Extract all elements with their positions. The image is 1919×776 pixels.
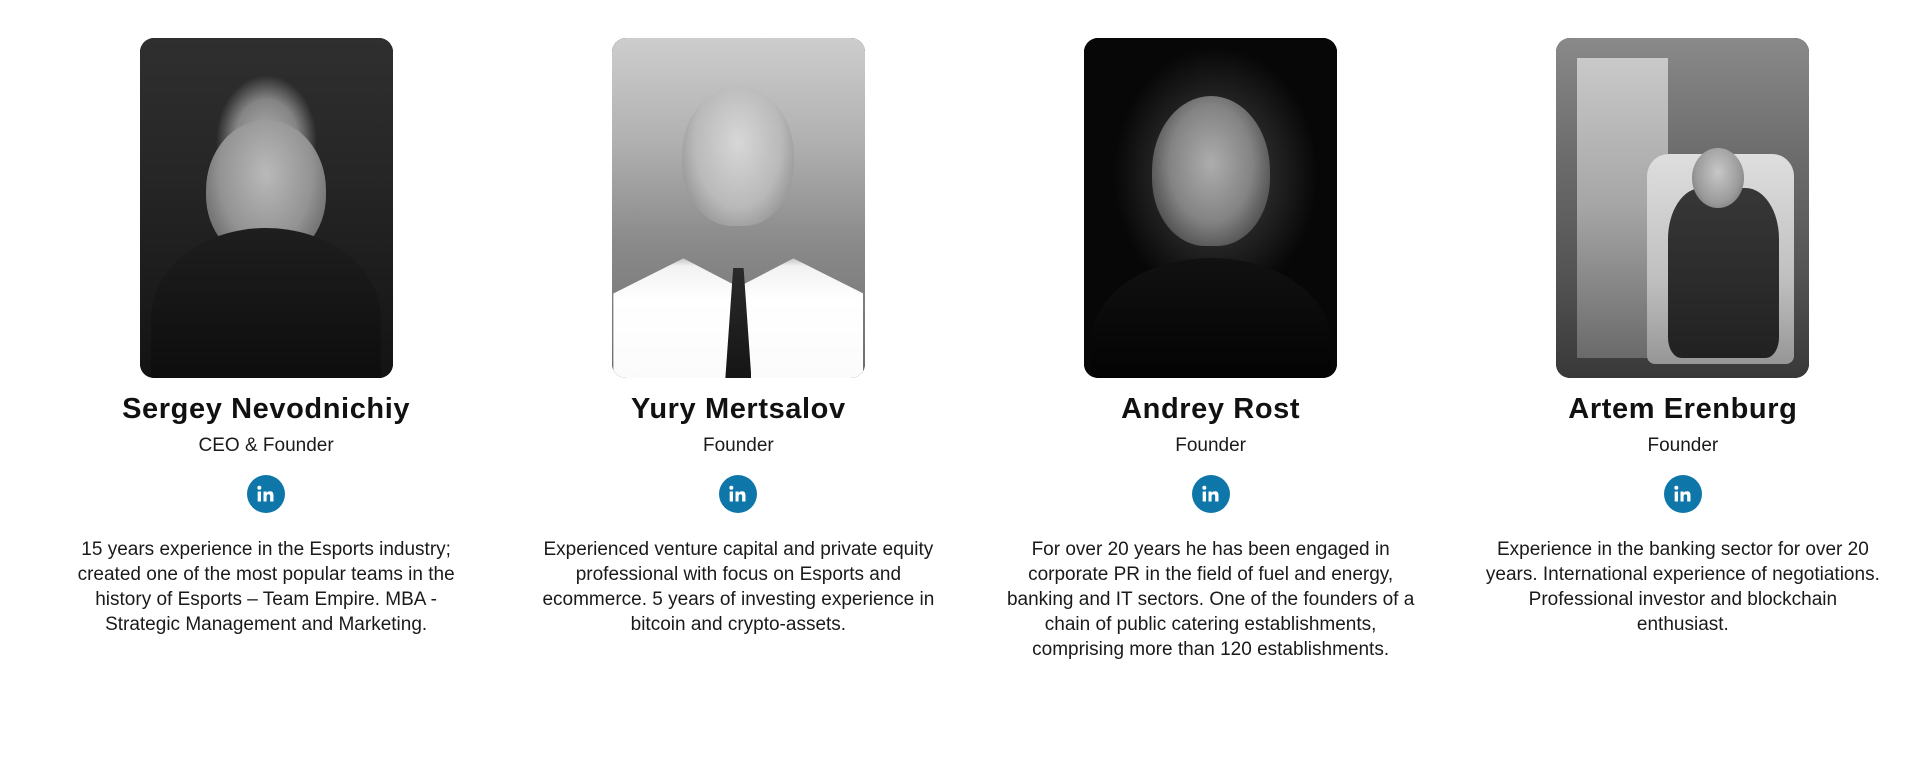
member-photo (1084, 38, 1337, 378)
team-member-card (975, 38, 1447, 662)
member-bio: Experience in the banking sector for over 20 years. International experience of negotiations. Professional investor and blockchain enthusiast. (1485, 538, 1880, 636)
linkedin-icon[interactable] (247, 475, 285, 513)
member-name: Yury Mertsalov (631, 393, 846, 425)
team-member-card (502, 38, 974, 637)
member-bio: For over 20 years he has been engaged in corporate PR in the field of fuel and energy, banking and IT sectors. One of the founders of a chain of public catering establishments, comprising more than 120 establishments. (1006, 538, 1415, 661)
member-bio: 15 years experience in the Esports industry; created one of the most popular teams in the history of Esports – Team Empire. MBA - Strategic Management and Marketing. (77, 538, 455, 636)
member-role: Founder (1647, 434, 1719, 456)
member-bio: Experienced venture capital and private equity professional with focus on Esports and ecommerce. 5 years of investing experience in bitcoin and crypto-assets. (542, 538, 935, 636)
team-member-card (1447, 38, 1919, 637)
member-photo (612, 38, 865, 378)
member-role: Founder (1175, 434, 1247, 456)
member-role: CEO & Founder (198, 434, 334, 456)
member-role: Founder (702, 434, 774, 456)
linkedin-icon[interactable] (1192, 475, 1230, 513)
member-photo (140, 38, 393, 378)
linkedin-icon[interactable] (1664, 475, 1702, 513)
member-name: Artem Erenburg (1568, 393, 1798, 425)
member-name: Andrey Rost (1121, 393, 1301, 425)
team-member-card (30, 38, 502, 637)
member-photo (1556, 38, 1809, 378)
linkedin-icon[interactable] (719, 475, 757, 513)
member-name: Sergey Nevodnichiy (122, 393, 411, 425)
